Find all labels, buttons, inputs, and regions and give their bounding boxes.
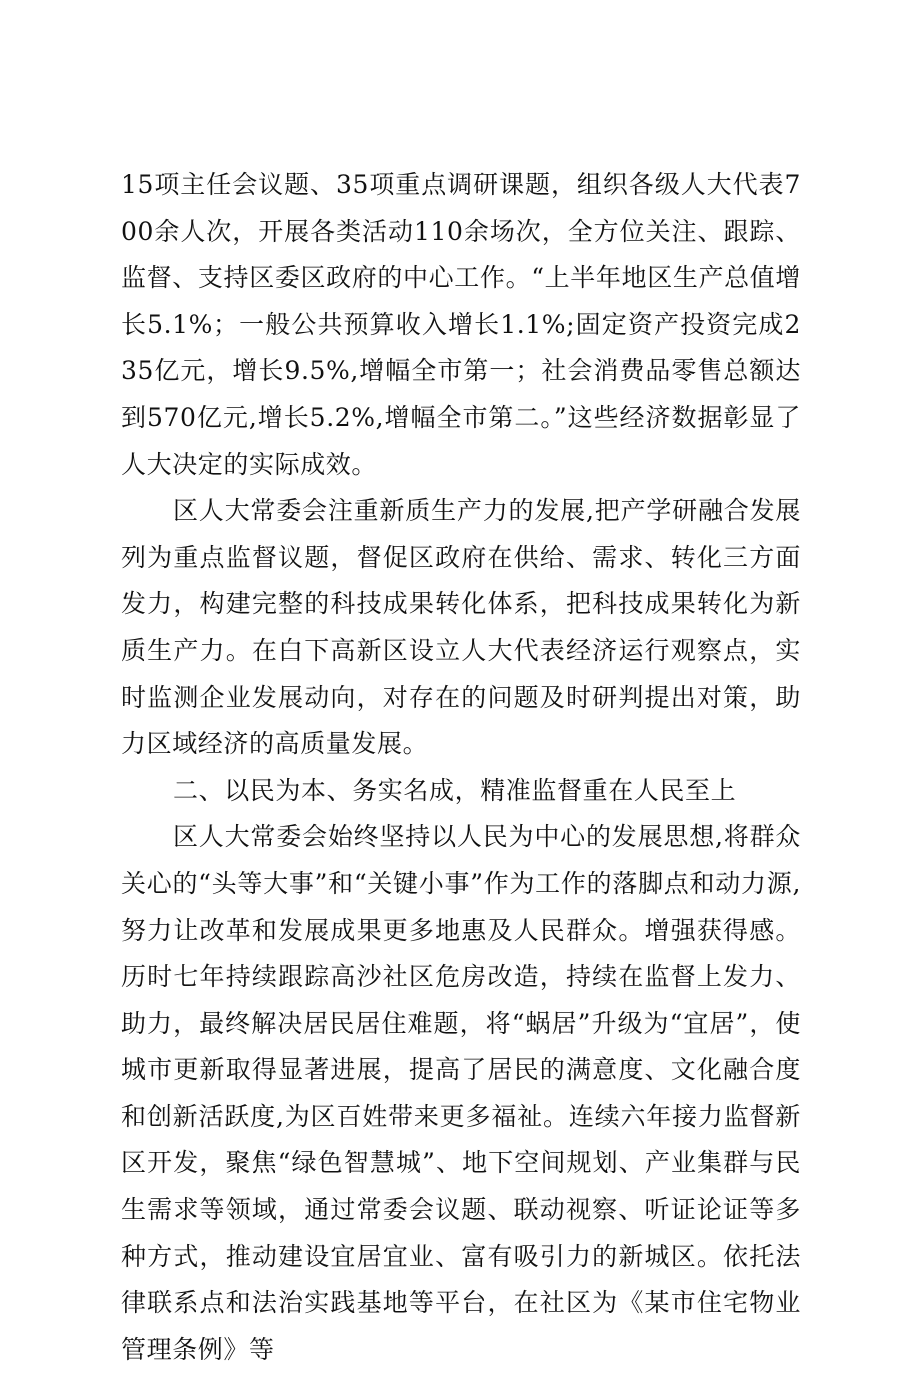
paragraph-new-productivity: 区人大常委会注重新质生产力的发展,把产学研融合发展列为重点监督议题，督促区政府在供给、需求、转化三方面发力，构建完整的科技成果转化体系，把科技成果转化为新质生产力。在白下高新区设立人大代表经济运行观察点，实时监测企业发展动向，对存在的问题及时研判提出对策，助力区域经济的高质量发展。	[121, 496, 801, 759]
document-body	[121, 162, 801, 1373]
paragraph-economic-results: 15项主任会议题、35项重点调研课题，组织各级人大代表700余人次，开展各类活动110余场次，全方位关注、跟踪、监督、支持区委区政府的中心工作。“上半年地区生产总值增长5.1%；一般公共预算收入增长1.1%;固定资产投资完成235亿元，增长9.5%,增幅全市第一；社会消费品零售总额达到570亿元,增长5.2%,增幅全市第二。”这些经济数据彰显了人大决定的实际成效。	[121, 170, 801, 479]
paragraph-people-centered: 区人大常委会始终坚持以人民为中心的发展思想,将群众关心的“头等大事”和“关键小事”作为工作的落脚点和动力源,努力让改革和发展成果更多地惠及人民群众。增强获得感。历时七年持续跟踪高沙社区危房改造，持续在监督上发力、助力，最终解决居民居住难题，将“蜗居”升级为“宜居”，使城市更新取得显著进展，提高了居民的满意度、文化融合度和创新活跃度,为区百姓带来更多福祉。连续六年接力监督新区开发，聚焦“绿色智慧城”、地下空间规划、产业集群与民生需求等领域，通过常委会议题、联动视察、听证论证等多种方式，推动建设宜居宜业、富有吸引力的新城区。依托法律联系点和法治实践基地等平台，在社区为《某市住宅物业管理条例》等	[121, 822, 801, 1364]
section-heading: 二、以民为本、务实名成，精准监督重在人民至上	[173, 775, 737, 805]
